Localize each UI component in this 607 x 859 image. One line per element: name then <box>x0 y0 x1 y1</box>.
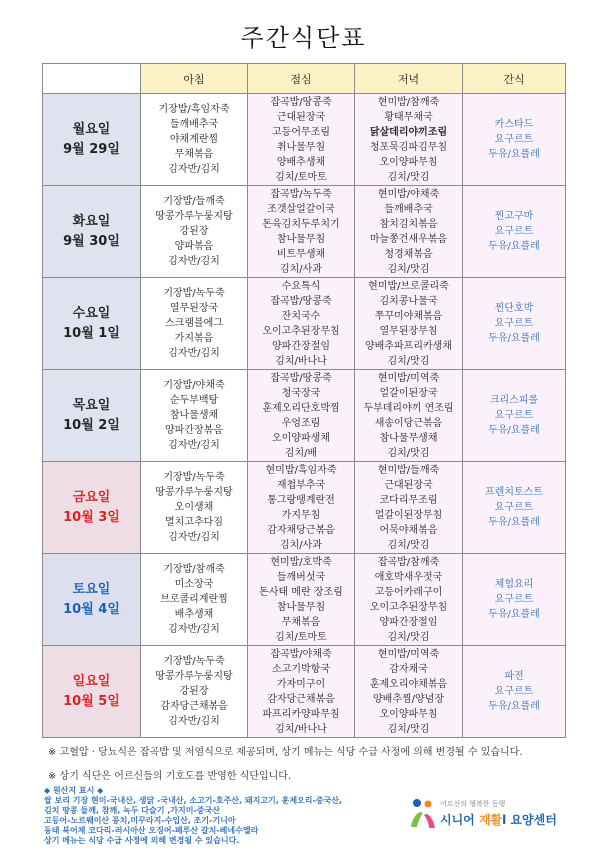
menu-item: 청국장국 <box>281 387 321 399</box>
menu-item: 열무된장국 <box>169 303 219 314</box>
menu-item: 김치/맛김 <box>387 447 430 459</box>
menu-item: 고등어무조림 <box>272 126 330 138</box>
menu-item: 재첩부추국 <box>276 479 326 491</box>
menu-item: 브로콜리계란찜 <box>160 594 228 605</box>
menu-item: 참치김치볶음 <box>379 218 438 230</box>
menu-item: 김자반/김치 <box>168 256 220 267</box>
menu-item: 김자반/김치 <box>168 624 220 635</box>
menu-item: 얼갈이된장국 <box>379 387 438 399</box>
menu-item: 쭈꾸미야채볶음 <box>374 310 443 322</box>
menu-item: 양파간장절임 <box>272 340 330 352</box>
snack-cell <box>463 554 566 646</box>
lunch-cell <box>248 94 355 186</box>
menu-item: 감자채당근볶음 <box>267 524 335 536</box>
snack-item: 요구르트 <box>494 134 534 145</box>
snack-item: 프렌치토스트 <box>485 487 543 498</box>
menu-item: 잡곡밥/녹두죽 <box>270 188 332 200</box>
menu-item: 기장밥/녹두죽 <box>163 472 225 483</box>
menu-item: 김치/토마토 <box>275 171 327 183</box>
table-row <box>43 278 566 370</box>
logo-name <box>440 811 557 828</box>
snack-item: 요구르트 <box>494 410 534 421</box>
snack-item: 파전 <box>504 671 524 682</box>
menu-item: 현미밥/참깨죽 <box>377 96 440 108</box>
menu-item: 잔치국수 <box>281 310 321 322</box>
menu-item: 김치/바나나 <box>275 355 327 367</box>
menu-item: 감자채국 <box>389 663 428 675</box>
menu-item: 가지볶음 <box>174 333 214 344</box>
menu-item: 기장밥/참깨죽 <box>163 564 225 575</box>
snack-cell <box>463 186 566 278</box>
day-date: 10월 4일 <box>63 601 120 617</box>
lunch-cell <box>248 462 355 554</box>
day-date: 10월 3일 <box>63 509 120 525</box>
menu-item: 잡곡밥/야채죽 <box>270 648 332 660</box>
menu-item: 김치/맛김 <box>387 355 430 367</box>
snack-item: 두유/요플레 <box>488 517 540 528</box>
snack-item: 요구르트 <box>494 502 534 513</box>
lunch-cell <box>248 554 355 646</box>
origin-line: 고등어-노르웨이산 꽁치,미꾸라지-수입산, 조기-기니아 <box>44 816 236 825</box>
breakfast-cell <box>141 554 248 646</box>
menu-item: 돈육김치두루치기 <box>262 218 340 230</box>
logo-slogan: 어르신의 행복한 동행 <box>440 800 506 808</box>
snack-item: 찐단호박 <box>494 303 534 314</box>
note-line: ※ 고혈압 · 당뇨식은 잡곡밥 및 저염식으로 제공되며, 상기 메뉴는 식당 수급 사정에 의해 변경될 수 있습니다. <box>48 747 523 758</box>
menu-item: 잡곡밥/땅콩죽 <box>270 96 332 108</box>
center-logo <box>404 795 584 835</box>
logo-name-part: 시니어 <box>440 813 479 827</box>
snack-item: 찐고구마 <box>494 211 534 222</box>
menu-item: 얼갈이된장무침 <box>374 509 443 521</box>
dinner-cell <box>355 646 463 738</box>
menu-item: 김자반/김치 <box>168 532 220 543</box>
table-header-row <box>43 64 566 94</box>
origin-line: 김치 땅콩 들깨, 참깨, 녹두 다슬기 ,가지미-중국산 <box>44 806 220 815</box>
snack-item: 두유/요플레 <box>488 241 540 252</box>
day-date: 9월 29일 <box>63 141 120 157</box>
lunch-cell <box>248 370 355 462</box>
snack-item: 두유/요플레 <box>488 701 540 712</box>
menu-item: 스크램블에그 <box>165 318 223 329</box>
snack-item: 크리스피롤 <box>489 395 539 406</box>
table-row <box>43 186 566 278</box>
header-snack: 간식 <box>463 64 566 94</box>
menu-item: 김치/사과 <box>279 539 322 551</box>
menu-item: 돈사태 메란 장조림 <box>259 586 343 598</box>
menu-item: 현미밥/브로콜리죽 <box>368 280 449 292</box>
menu-item: 잡곡밥/참깨죽 <box>377 556 440 568</box>
menu-item: 파프리카양파무침 <box>262 708 340 720</box>
weekly-menu-table <box>42 63 566 738</box>
day-name: 일요일 <box>72 673 111 689</box>
menu-item: 야채계란찜 <box>169 134 219 145</box>
notes <box>48 746 523 784</box>
menu-item: 수요특식 <box>281 280 321 292</box>
table-row <box>43 646 566 738</box>
menu-item: 양배추찜/양념장 <box>373 693 444 705</box>
menu-item: 땅콩가루누룽지탕 <box>155 211 233 222</box>
menu-item: 기장밥/녹두죽 <box>163 656 225 667</box>
menu-item: 김치/맛김 <box>387 723 430 735</box>
menu-item: 김치/사과 <box>279 263 322 275</box>
menu-item: 김치/맛김 <box>387 263 430 275</box>
snack-cell <box>463 94 566 186</box>
menu-item: 현미밥/야채죽 <box>377 188 440 200</box>
menu-item: 근대된장국 <box>384 479 433 491</box>
menu-item: 땅콩가루누룽지탕 <box>155 671 233 682</box>
day-name: 목요일 <box>72 397 111 413</box>
menu-item: 배추생채 <box>174 609 214 620</box>
menu-item: 오이고추된장무침 <box>262 325 340 337</box>
day-name: 수요일 <box>72 305 111 321</box>
menu-item: 참나물생채 <box>169 410 219 421</box>
menu-item: 오이고추된장무침 <box>369 601 448 613</box>
menu-item: 기장밥/야채죽 <box>163 380 225 391</box>
menu-item: 비트무생채 <box>276 248 326 260</box>
menu-item: 참나물무침 <box>276 601 326 613</box>
breakfast-cell <box>141 646 248 738</box>
breakfast-cell <box>141 186 248 278</box>
table-row <box>43 94 566 186</box>
menu-item: 잡곡밥/땅콩죽 <box>270 372 332 384</box>
menu-item: 김치/맛김 <box>387 539 430 551</box>
breakfast-cell <box>141 278 248 370</box>
note-line: ※ 상기 식단은 어르신들의 기호도를 반영한 식단입니다. <box>48 771 292 782</box>
header-dinner: 저녁 <box>355 64 463 94</box>
day-cell <box>43 370 141 462</box>
menu-item: 감자당근채볶음 <box>267 693 335 705</box>
day-cell <box>43 94 141 186</box>
header-corner <box>43 64 141 94</box>
menu-item: 잡곡밥/땅콩죽 <box>270 295 332 307</box>
day-name: 금요일 <box>72 489 111 505</box>
origin-info <box>44 786 404 846</box>
menu-item: 가지무침 <box>281 509 321 521</box>
menu-item: 미소장국 <box>174 579 214 590</box>
lunch-cell <box>248 186 355 278</box>
menu-item: 김치콩나물국 <box>379 295 438 307</box>
menu-item: 김자반/김치 <box>168 440 220 451</box>
logo-name-part: l 요양센터 <box>502 813 557 827</box>
day-name: 월요일 <box>72 121 111 137</box>
snack-item: 요구르트 <box>494 318 534 329</box>
lunch-cell <box>248 278 355 370</box>
menu-item: 조갯살얼갈이국 <box>267 203 335 215</box>
snack-cell <box>463 462 566 554</box>
menu-item: 황태무채국 <box>384 111 433 123</box>
day-cell <box>43 462 141 554</box>
day-date: 10월 2일 <box>63 417 120 433</box>
menu-item: 김치/맛김 <box>387 631 430 643</box>
dinner-cell <box>355 186 463 278</box>
menu-item: 현미밥/흑임자죽 <box>265 464 337 476</box>
menu-item: 현미밥/호박죽 <box>270 556 332 568</box>
menu-item: 땅콩가루누룽지탕 <box>155 487 233 498</box>
menu-item: 소고기박항국 <box>272 663 330 675</box>
snack-item: 두유/요플레 <box>488 333 540 344</box>
day-cell <box>43 646 141 738</box>
origin-heading: ◆ 원산지 표시 ◆ <box>44 786 104 795</box>
menu-item: 김치/토마토 <box>275 631 327 643</box>
menu-item: 두부데리야끼 연조림 <box>363 402 454 414</box>
menu-item: 현미밥/들깨죽 <box>377 464 440 476</box>
menu-item: 애호박새우젓국 <box>374 571 443 583</box>
menu-item: 통그랑땡계란전 <box>267 494 335 506</box>
menu-item: 코다리무조림 <box>379 494 438 506</box>
menu-item: 어묵야채볶음 <box>379 524 438 536</box>
snack-item: 두유/요플레 <box>488 149 540 160</box>
menu-item: 들깨버섯국 <box>276 571 326 583</box>
lunch-cell <box>248 646 355 738</box>
menu-item: 오이생채 <box>174 502 214 513</box>
menu-item: 기장밥/흑임자죽 <box>158 104 230 115</box>
table-row <box>43 370 566 462</box>
origin-line: 상기 메뉴는 식당 수급 사정에 의해 변경될 수 있습니다. <box>44 836 240 845</box>
snack-cell <box>463 278 566 370</box>
menu-item: 양파간장절임 <box>379 616 438 628</box>
menu-item: 오이양파무침 <box>379 708 438 720</box>
breakfast-cell <box>141 370 248 462</box>
menu-item: 양파간장볶음 <box>165 425 223 436</box>
menu-item: 기장밥/녹두죽 <box>163 288 225 299</box>
snack-cell <box>463 370 566 462</box>
menu-item: 강된장 <box>179 226 209 237</box>
menu-item: 무채볶음 <box>281 616 321 628</box>
menu-item: 열무된장무침 <box>379 325 438 337</box>
menu-item: 무채볶음 <box>174 149 214 160</box>
menu-item: 김치/바나나 <box>275 723 327 735</box>
snack-item: 요구르트 <box>494 686 534 697</box>
menu-item: 멸치고추다짐 <box>165 517 223 528</box>
menu-item: 김치/배 <box>284 447 318 459</box>
origin-line: 쌀 보리 기장 현미-국내산, 생닭 -국내산, 소고기-호주산, 돼지고기, 훈제오리-중국산, <box>44 796 343 805</box>
menu-item: 현미밥/미역죽 <box>377 648 440 660</box>
menu-item: 현미밥/미역죽 <box>377 372 440 384</box>
dinner-cell <box>355 278 463 370</box>
menu-item: 닭살데리야끼조림 <box>369 126 448 138</box>
menu-item: 오이양파생채 <box>272 432 330 444</box>
snack-item: 카스타드 <box>494 119 534 130</box>
people-logo-icon <box>408 797 438 831</box>
table-row <box>43 554 566 646</box>
day-date: 9월 30일 <box>63 233 120 249</box>
table-row <box>43 462 566 554</box>
menu-item: 참나물무침 <box>276 233 326 245</box>
menu-item: 참나물무생채 <box>379 432 438 444</box>
menu-item: 감자당근채볶음 <box>160 701 228 712</box>
menu-item: 취나물무침 <box>276 141 326 153</box>
day-date: 10월 5일 <box>63 693 120 709</box>
breakfast-cell <box>141 462 248 554</box>
menu-item: 들깨배추국 <box>384 203 433 215</box>
header-lunch: 점심 <box>248 64 355 94</box>
header-breakfast: 아침 <box>141 64 248 94</box>
menu-item: 강된장 <box>179 686 209 697</box>
menu-item: 순두부백탕 <box>169 395 219 406</box>
menu-item: 김자반/김치 <box>168 716 220 727</box>
menu-item: 양배추생채 <box>276 156 326 168</box>
menu-item: 기장밥/들깨죽 <box>163 196 225 207</box>
day-name: 토요일 <box>72 581 111 597</box>
dinner-cell <box>355 554 463 646</box>
day-cell <box>43 186 141 278</box>
menu-item: 양파볶음 <box>174 241 214 252</box>
menu-body <box>43 94 566 738</box>
menu-item: 김치/맛김 <box>387 171 430 183</box>
day-cell <box>43 554 141 646</box>
menu-item: 청포묵김파김무침 <box>369 141 448 153</box>
menu-item: 김자반/김치 <box>168 348 220 359</box>
dinner-cell <box>355 94 463 186</box>
logo-name-part: 재활 <box>478 813 503 827</box>
snack-item: 요구르트 <box>494 226 534 237</box>
breakfast-cell <box>141 94 248 186</box>
snack-item: 두유/요플레 <box>488 425 540 436</box>
menu-item: 훈제오리단호박찜 <box>262 402 340 414</box>
menu-item: 마늘쫑건새우볶음 <box>369 233 448 245</box>
menu-item: 들깨배추국 <box>169 119 219 130</box>
day-cell <box>43 278 141 370</box>
menu-item: 새송이당근볶음 <box>374 417 443 429</box>
snack-item: 체험요리 <box>494 579 534 590</box>
day-date: 10월 1일 <box>63 325 120 341</box>
page-title: 주간식단표 <box>240 24 367 52</box>
snack-item: 요구르트 <box>494 594 534 605</box>
origin-line: 동태 북어채 코다리-러시아산 오징어-페루산 갈치-베네수엘라 <box>44 826 259 835</box>
menu-item: 청경채볶음 <box>384 248 433 260</box>
menu-item: 오이양파무침 <box>379 156 438 168</box>
menu-item: 우엉조림 <box>281 417 321 429</box>
menu-item: 김자반/김치 <box>168 164 220 175</box>
menu-item: 근대된장국 <box>276 111 326 123</box>
menu-item: 훈제오리야채볶음 <box>369 678 448 690</box>
menu-item: 가자미구이 <box>276 678 326 690</box>
menu-item: 양배추파프리카생채 <box>365 340 452 352</box>
day-name: 화요일 <box>72 213 111 229</box>
snack-item: 두유/요플레 <box>488 609 540 620</box>
snack-cell <box>463 646 566 738</box>
dinner-cell <box>355 462 463 554</box>
dinner-cell <box>355 370 463 462</box>
menu-item: 고등어카레구이 <box>374 586 443 598</box>
